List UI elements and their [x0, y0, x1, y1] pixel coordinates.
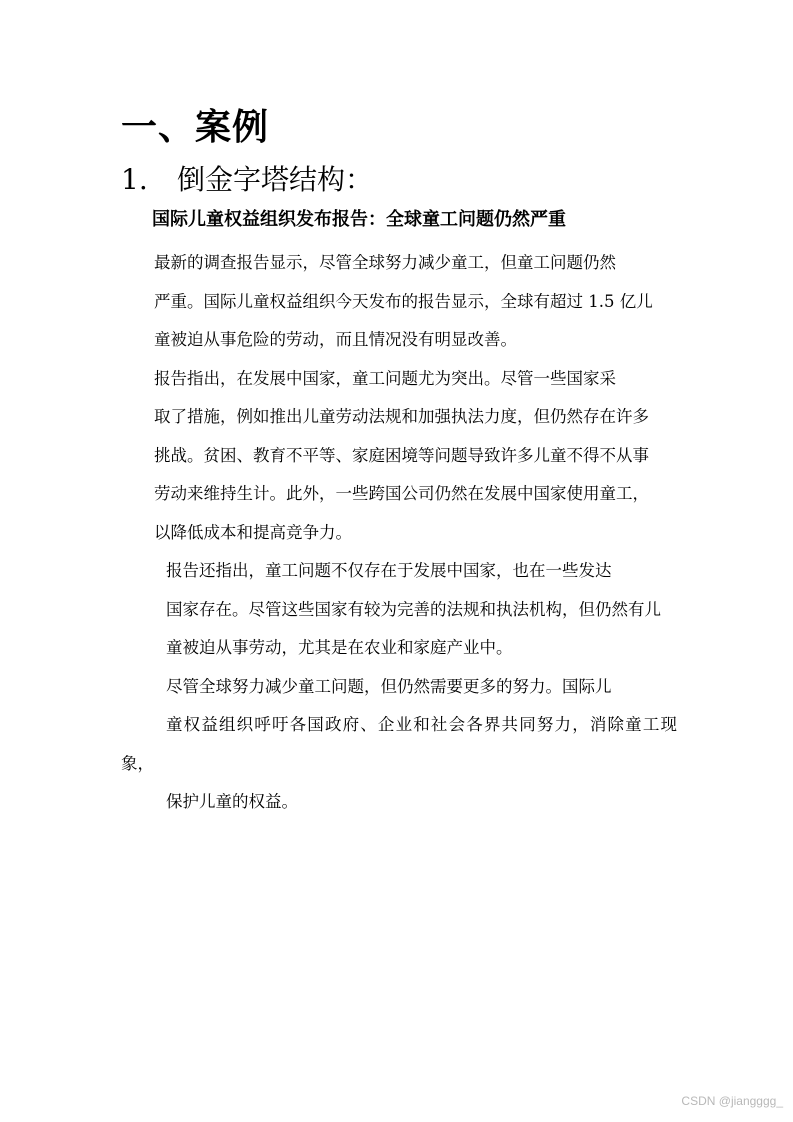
paragraph-line: 尽管全球努力减少童工问题，但仍然需要更多的努力。国际儿 [166, 676, 612, 696]
paragraph-line: 严重。国际儿童权益组织今天发布的报告显示，全球有超过 1.5 亿儿 [154, 291, 653, 311]
paragraph [121, 552, 677, 668]
paragraph-line: 报告指出，在发展中国家，童工问题尤为突出。尽管一些国家采 [154, 368, 616, 388]
paragraph-line: 童被迫从事危险的劳动，而且情况没有明显改善。 [154, 330, 517, 349]
paragraph-line: 童被迫从事劳动，尤其是在农业和家庭产业中。 [166, 638, 513, 657]
paragraph [121, 360, 677, 553]
paragraph-line: 最新的调查报告显示，尽管全球努力减少童工，但童工问题仍然 [154, 253, 616, 272]
article-body [121, 244, 677, 822]
paragraph-line: 报告还指出，童工问题不仅存在于发展中国家，也在一些发达 [166, 561, 612, 580]
paragraph [121, 668, 677, 822]
paragraph [121, 244, 677, 360]
subsection-number: 1. [121, 163, 148, 196]
paragraph-line: 以降低成本和提高竞争力。 [154, 522, 352, 542]
paragraph-line: 取了措施，例如推出儿童劳动法规和加强执法力度，但仍然存在许多 [154, 407, 649, 426]
watermark: CSDN @jiangggg_ [681, 1094, 783, 1108]
subsection-title: 倒金字塔结构： [177, 163, 374, 196]
paragraph-line: 童权益组织呼吁各国政府、企业和社会各界共同努力，消除童工现象， [121, 715, 677, 773]
paragraph-line: 挑战。贫困、教育不平等、家庭困境等问题导致许多儿童不得不从事 [154, 445, 649, 465]
paragraph-line: 劳动来维持生计。此外，一些跨国公司仍然在发展中国家使用童工， [154, 484, 649, 503]
subsection-heading [121, 160, 373, 200]
paragraph-line: 国家存在。尽管这些国家有较为完善的法规和执法机构，但仍然有儿 [166, 599, 661, 619]
paragraph-line: 保护儿童的权益。 [166, 792, 298, 811]
article-title: 国际儿童权益组织发布报告：全球童工问题仍然严重 [152, 209, 566, 230]
section-heading: 一、案例 [121, 106, 270, 148]
